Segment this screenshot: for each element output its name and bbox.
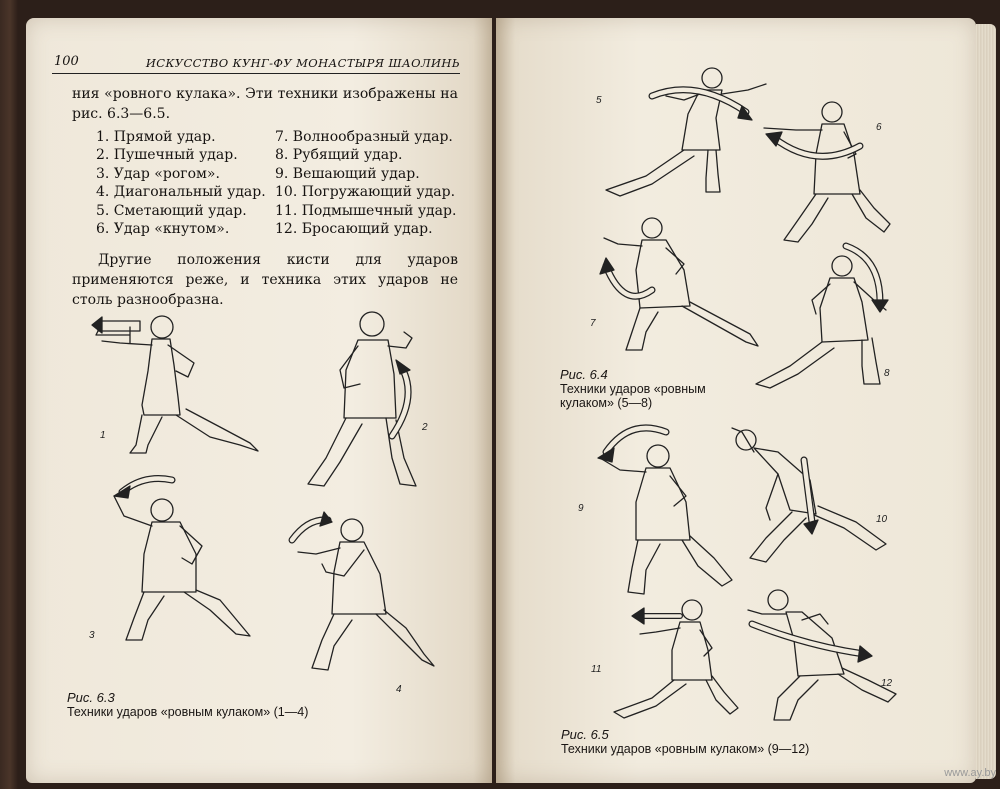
figure-caption-text: Техники ударов «ровным кулаком» (1—4) [67, 705, 309, 719]
list-item: 10. Погружающий удар. [275, 184, 456, 201]
figure-label: 7 [590, 318, 596, 329]
figure-6-5-caption [561, 728, 809, 756]
figure-illustration-4 [282, 510, 442, 675]
figure-ref: Рис. 6.4 [560, 367, 608, 382]
second-paragraph: Другие положения кисти для ударов применяются реже, и техника этих ударов не столь разнообразна. [72, 252, 458, 308]
techniques-list-col1 [96, 128, 266, 238]
figure-label: 4 [396, 684, 402, 695]
figure-illustration-8 [750, 238, 900, 388]
figure-label: 2 [422, 422, 428, 433]
page-edge [976, 24, 996, 779]
figure-6-3-caption [67, 691, 308, 719]
figure-label: 11 [591, 664, 602, 675]
figure-caption-text: Техники ударов «ровным кулаком» (9—12) [561, 742, 810, 756]
figure-illustration-5 [596, 66, 776, 206]
figure-label: 10 [876, 514, 888, 525]
running-header [52, 55, 460, 74]
figure-illustration-1 [90, 305, 270, 455]
list-item: 5. Сметающий удар. [96, 202, 247, 219]
figure-label: 9 [578, 503, 584, 514]
figure-label: 6 [876, 122, 882, 133]
figure-caption-line: кулаком» (5—8) [560, 396, 653, 410]
list-item: 6. Удар «кнутом». [96, 221, 230, 238]
techniques-list-col2 [275, 128, 456, 238]
figure-label: 8 [884, 368, 890, 379]
figure-6-4-caption [560, 368, 706, 410]
figure-illustration-11 [600, 596, 740, 720]
list-item: 4. Диагональный удар. [96, 184, 266, 201]
figure-ref: Рис. 6.5 [561, 727, 609, 742]
list-item: 3. Удар «рогом». [96, 165, 220, 182]
intro-paragraph: ния «ровного кулака». Эти техники изображены на рис. 6.3—6.5. [72, 86, 458, 122]
figure-ref: Рис. 6.3 [67, 690, 115, 705]
list-item: 2. Пушечный удар. [96, 147, 238, 164]
figure-illustration-7 [596, 214, 766, 354]
list-item: 11. Подмышечный удар. [275, 202, 457, 219]
list-item: 12. Бросающий удар. [275, 221, 433, 238]
figure-caption-line: Техники ударов «ровным [560, 382, 706, 396]
list-item: 1. Прямой удар. [96, 129, 216, 145]
list-item: 7. Волнообразный удар. [275, 129, 453, 145]
figure-label: 5 [596, 95, 602, 106]
list-item: 9. Вешающий удар. [275, 165, 420, 182]
page-number: 100 [54, 54, 79, 69]
figure-illustration-12 [738, 584, 898, 724]
figure-label: 3 [89, 630, 95, 641]
figure-illustration-3 [100, 470, 260, 645]
figure-illustration-6 [756, 98, 896, 248]
figure-illustration-10 [726, 424, 896, 574]
figure-label: 12 [881, 678, 893, 689]
running-title: ИСКУССТВО КУНГ-ФУ МОНАСТЫРЯ ШАОЛИНЬ [145, 56, 460, 70]
figure-illustration-2 [300, 308, 430, 493]
watermark: www.ay.by [944, 767, 996, 779]
figure-label: 1 [100, 430, 106, 441]
list-item: 8. Рубящий удар. [275, 147, 403, 164]
